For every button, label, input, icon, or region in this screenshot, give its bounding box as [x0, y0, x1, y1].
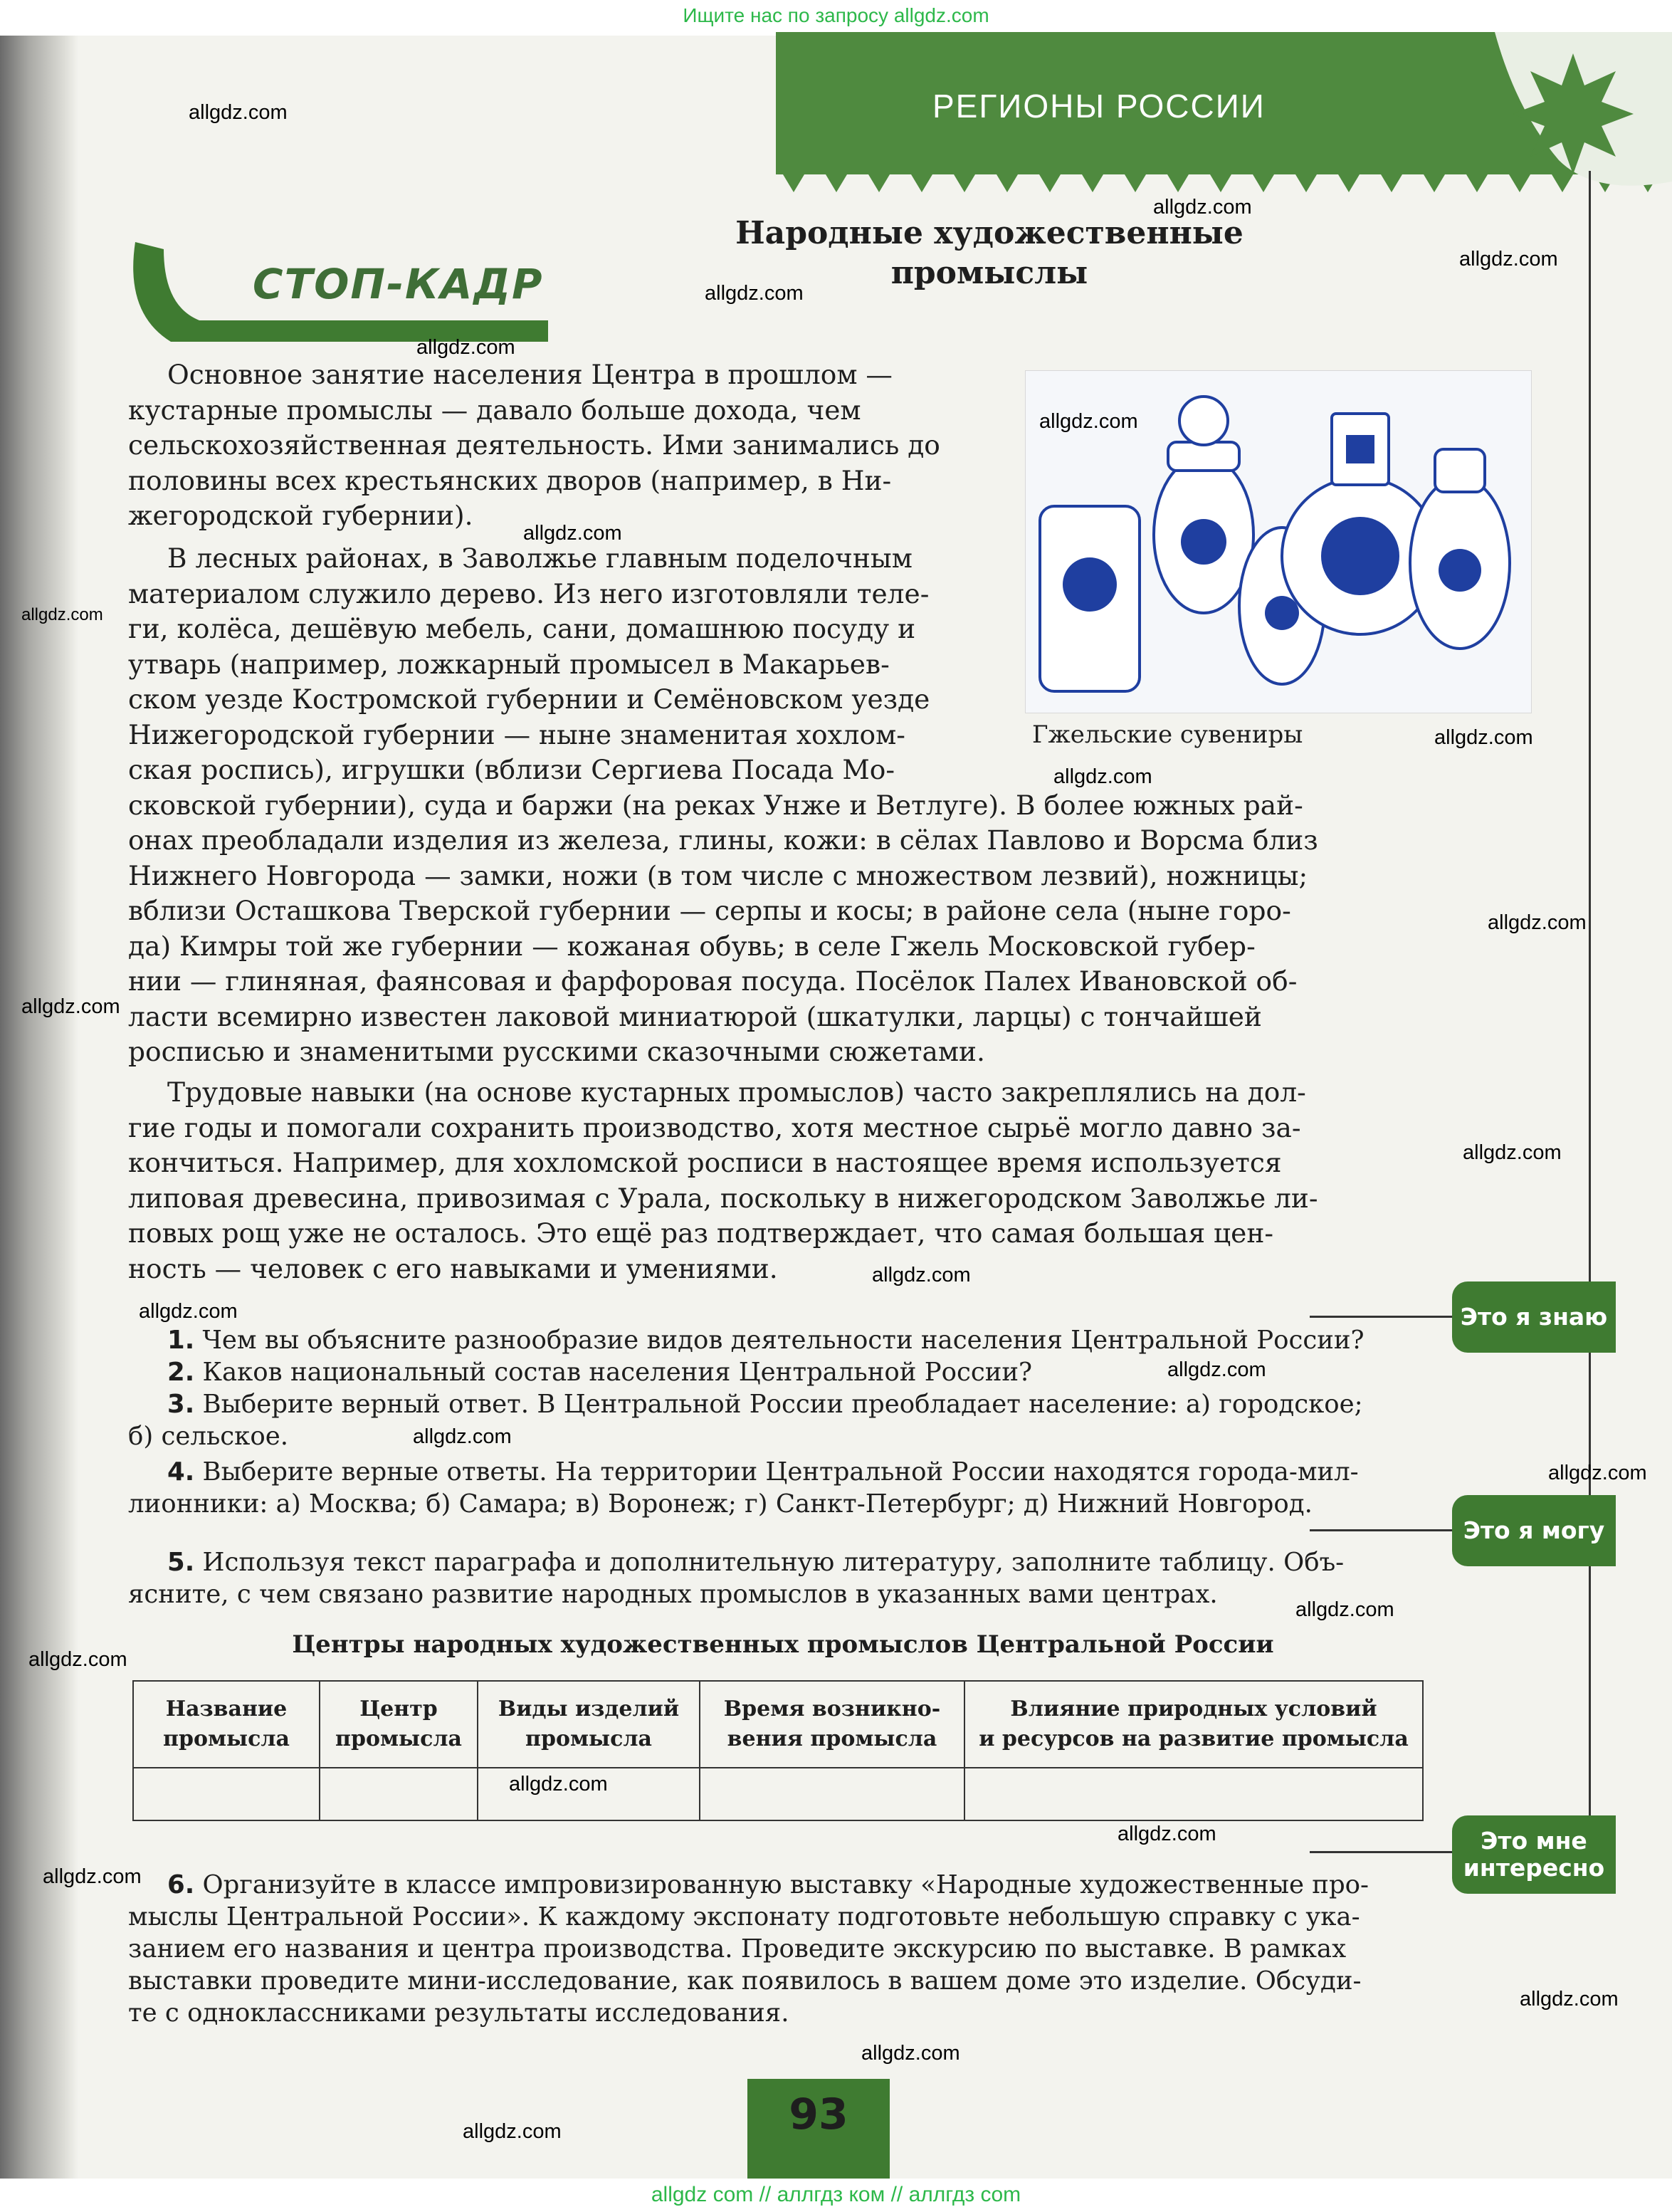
text-line: вблизи Осташкова Тверской губернии — серпы и косы; в районе села (ныне горо- — [128, 895, 1291, 926]
question-4 — [167, 1456, 1434, 1488]
text-line: Нижнего Новгорода — замки, ножи (в том числе с множеством лезвий), ножницы; — [128, 859, 1308, 891]
watermark: allgdz.com — [1463, 1141, 1562, 1164]
header-line: промысла — [525, 1726, 652, 1751]
section-title-line: промыслы — [890, 255, 1088, 291]
header-line: Время возникно- — [723, 1697, 941, 1721]
text-line: да) Кимры той же губернии — кожаная обувь; в селе Гжель Московской губер- — [128, 930, 1256, 962]
watermark: allgdz.com — [1167, 1358, 1266, 1381]
text-line: кончиться. Например, для хохломской росписи в настоящее время используется — [128, 1147, 1282, 1178]
table-header-cell — [964, 1681, 1423, 1768]
question-6-line: мыслы Центральной России». К каждому экспонату подготовьте небольшую справку с ука- — [128, 1902, 1360, 1931]
text-line: ность — человек с его навыками и умениями. — [128, 1252, 778, 1284]
tab-connector-line — [1310, 1529, 1459, 1531]
tab-connector-line — [1310, 1316, 1459, 1318]
header-line: промысла — [335, 1726, 462, 1751]
text-line: Основное занятие населения Центра в прошлом — — [167, 359, 893, 390]
text-line: В лесных районах, в Заволжье главным поделочным — [167, 542, 913, 574]
watermark: allgdz.com — [416, 336, 515, 359]
watermark: allgdz.com — [1548, 1462, 1647, 1484]
table-cell — [964, 1768, 1423, 1820]
text-line: сковской губернии), суда и баржи (на реках Унже и Ветлуге). В более южных рай- — [128, 789, 1303, 821]
text-line: повых рощ уже не осталось. Это ещё раз подтверждает, что самая большая цен- — [128, 1217, 1274, 1249]
text-line: сельскохозяйственная деятельность. Ими занимались до — [128, 429, 940, 461]
tab-connector-line — [1310, 1851, 1459, 1853]
text-line: кустарные промыслы — давало больше дохода, чем — [128, 394, 861, 426]
text-line: ги, колёса, дешёвую мебель, сани, домашнюю посуду и — [128, 613, 916, 644]
watermark: allgdz.com — [861, 2042, 960, 2065]
question-4-continued: лионники: а) Москва; б) Самара; в) Воронеж; г) Санкт-Петербург; д) Нижний Новгород. — [128, 1489, 1313, 1519]
header-line: Центр — [359, 1697, 438, 1721]
watermark: allgdz.com — [705, 282, 804, 305]
table-header-cell — [320, 1681, 478, 1768]
watermark: allgdz.com — [1434, 726, 1533, 749]
text-line: половины всех крестьянских дворов (например, в Ни- — [128, 464, 892, 496]
watermark: allgdz.com — [509, 1773, 608, 1796]
paragraph-2 — [128, 541, 1424, 1070]
question-6-line: те с одноклассниками результаты исследования. — [128, 1998, 789, 2028]
watermark: allgdz.com — [21, 995, 120, 1018]
table-row — [133, 1768, 1423, 1820]
top-search-link[interactable]: Ищите нас по запросу allgdz.com — [683, 4, 989, 26]
watermark: allgdz.com — [1118, 1823, 1216, 1845]
table-header-cell — [700, 1681, 964, 1768]
text-line: ском уезде Костромской губернии и Семёновском уезде — [128, 683, 930, 715]
text-line: материалом служило дерево. Из него изготовляли теле- — [128, 577, 930, 609]
question-number: 4. — [167, 1457, 195, 1487]
paragraph-1 — [128, 357, 982, 534]
question-number: 1. — [167, 1326, 195, 1355]
question-text: Выберите верный ответ. В Центральной России преобладает население: а) городское; — [202, 1390, 1363, 1419]
question-text: Выберите верные ответы. На территории Центральной России находятся города-мил- — [202, 1457, 1359, 1487]
header-title: РЕГИОНЫ РОССИИ — [932, 88, 1266, 125]
text-line: Нижегородской губернии — ныне знаменитая хохлом- — [128, 718, 905, 750]
section-title-line: Народные художественные — [735, 215, 1244, 251]
text-line: ская роспись), игрушки (вблизи Сергиева Посада Мо- — [128, 754, 895, 785]
photo-caption: Гжельские сувениры — [1032, 720, 1303, 749]
header-line: Название — [165, 1697, 288, 1721]
stop-kadr-label: СТОП-КАДР — [253, 260, 544, 308]
watermark: allgdz.com — [463, 2120, 562, 2143]
question-number: 2. — [167, 1358, 195, 1387]
tab-eto-mne-interesno[interactable]: Это мне интересно — [1452, 1815, 1616, 1894]
text-line: липовая древесина, привозимая с Урала, поскольку в нижегородском Заволжье ли- — [128, 1182, 1318, 1214]
watermark: allgdz.com — [1488, 911, 1587, 934]
paragraph-3 — [128, 1075, 1424, 1286]
table-header-row — [133, 1681, 1423, 1768]
header-line: Влияние природных условий — [1010, 1697, 1377, 1721]
question-text: Чем вы объясните разнообразие видов деятельности населения Центральной России? — [202, 1326, 1365, 1355]
text-line: онах преобладали изделия из железа, глины, кожи: в сёлах Павлово и Ворсма близ — [128, 824, 1318, 856]
header-line: вения промысла — [727, 1726, 937, 1751]
page-number: 93 — [789, 2090, 848, 2139]
watermark: allgdz.com — [21, 605, 103, 624]
question-text: Каков национальный состав населения Центральной России? — [202, 1358, 1033, 1387]
question-3 — [167, 1388, 1434, 1420]
watermark: allgdz.com — [523, 522, 622, 545]
watermark: allgdz.com — [43, 1865, 142, 1888]
tab-eto-ya-mogu[interactable]: Это я могу — [1452, 1495, 1616, 1566]
question-5 — [167, 1546, 1434, 1578]
question-text: Используя текст параграфа и дополнительную литературу, заполните таблицу. Объ- — [202, 1548, 1345, 1577]
watermark: allgdz.com — [413, 1425, 512, 1448]
question-number: 6. — [167, 1870, 195, 1899]
text-line: росписью и знаменитыми русскими сказочными сюжетами. — [128, 1036, 985, 1067]
question-6-line: выставки проведите мини-исследование, как появилось в вашем доме это изделие. Обсуди- — [128, 1966, 1362, 1996]
table-cell — [133, 1768, 320, 1820]
watermark: allgdz.com — [1039, 410, 1138, 433]
watermark: allgdz.com — [1459, 248, 1558, 271]
question-5-continued: ясните, с чем связано развитие народных промыслов в указанных вами центрах. — [128, 1580, 1218, 1609]
text-line: нии — глиняная, фаянсовая и фарфоровая посуда. Посёлок Палех Ивановской об- — [128, 965, 1298, 997]
question-6 — [167, 1869, 1434, 1901]
question-number: 3. — [167, 1390, 195, 1419]
watermark: allgdz.com — [872, 1264, 971, 1286]
question-3-continued: б) сельское. — [128, 1422, 289, 1451]
watermark: allgdz.com — [1053, 765, 1152, 788]
watermark: allgdz.com — [189, 101, 288, 124]
table-cell — [700, 1768, 964, 1820]
question-1 — [167, 1324, 1434, 1356]
text-line: ласти всемирно известен лаковой миниатюрой (шкатулки, ларцы) с тончайшей — [128, 1000, 1262, 1032]
header-line: и ресурсов на развитие промысла — [979, 1726, 1409, 1751]
question-text: Организуйте в классе импровизированную выставку «Народные художественные про- — [202, 1870, 1369, 1899]
table-header-cell — [133, 1681, 320, 1768]
header-line: промысла — [163, 1726, 290, 1751]
tab-eto-ya-znayu[interactable]: Это я знаю — [1452, 1281, 1616, 1353]
question-6-line: занием его названия и центра производства. Проведите экскурсию по выставке. В рамках — [128, 1934, 1347, 1964]
question-number: 5. — [167, 1548, 195, 1577]
watermark: allgdz.com — [1295, 1598, 1394, 1621]
header-line: Виды изделий — [498, 1697, 680, 1721]
margin-vertical-line — [1589, 171, 1591, 1851]
text-line: Трудовые навыки (на основе кустарных промыслов) часто закреплялись на дол- — [167, 1076, 1306, 1108]
bottom-site-links[interactable]: allgdz com // аллгдз ком // аллгдз com — [651, 2183, 1021, 2206]
text-line: жегородской губернии). — [128, 500, 473, 531]
watermark: allgdz.com — [28, 1648, 127, 1671]
watermark: allgdz.com — [139, 1300, 238, 1323]
text-line: утварь (например, ложкарный промысел в Макарьев- — [128, 648, 890, 680]
crafts-table — [132, 1680, 1424, 1821]
table-title: Центры народных художественных промыслов Центральной России — [292, 1630, 1274, 1659]
table-cell — [320, 1768, 478, 1820]
text-line: гие годы и помогали сохранить производство, хотя местное сырьё могло давно за- — [128, 1111, 1301, 1143]
watermark: allgdz.com — [1520, 1988, 1619, 2011]
table-header-cell — [478, 1681, 700, 1768]
watermark: allgdz.com — [1153, 196, 1252, 219]
